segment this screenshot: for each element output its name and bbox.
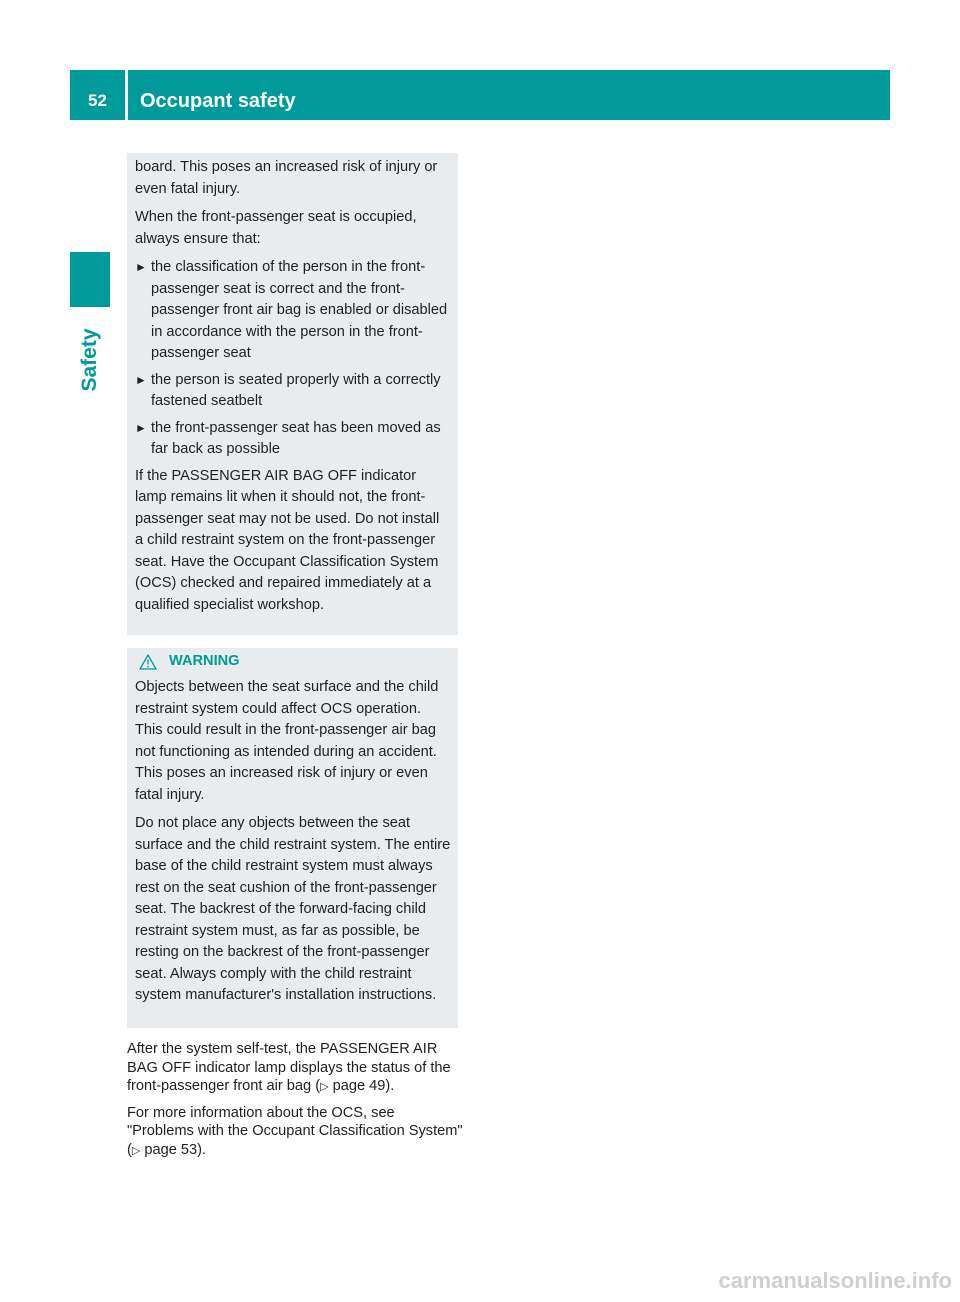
warning-paragraph: Do not place any objects between the seat surface and the child restraint system. The entire base of the child restraint system must always rest on the seat cushion of the front-passenger seat. The backrest of the forward-facing child restraint system must, as far as possible, be resting on the backrest of the front-passenger seat. Always comply with the child restraint system manufacturer's installation instructions. — [135, 815, 451, 1003]
section-title: Occupant safety — [140, 90, 296, 112]
body-text-segment: For more information about the OCS, see "Problems with the Occupant Classification System" ( — [127, 1104, 463, 1158]
list-item — [135, 257, 451, 365]
side-tab-marker — [70, 252, 110, 307]
list-item-text: the person is seated properly with a correctly fastened seatbelt — [151, 371, 441, 409]
warning-box — [127, 648, 458, 1028]
body-paragraph — [127, 1040, 463, 1097]
requirements-list — [135, 257, 451, 461]
warning-paragraph: Objects between the seat surface and the child restraint system could affect OCS operation. This could result in the front-passenger air bag not functioning as intended during an accident. This poses an increased risk of injury or even fatal injury. — [135, 679, 439, 803]
side-tab-label — [70, 320, 110, 400]
bullet-icon: ► — [135, 420, 147, 435]
list-item — [135, 418, 451, 461]
body-text-segment: After the system self-test, the PASSENGER AIR BAG OFF indicator lamp displays the status of the front-passenger front air bag ( — [127, 1041, 451, 1094]
warning-header — [135, 650, 451, 674]
warning-triangle-icon — [139, 654, 157, 670]
body-text-segment: ). — [385, 1078, 395, 1094]
triangle-right-icon: ▷ — [320, 1081, 329, 1093]
list-item — [135, 370, 451, 413]
watermark: carmanualsonline.info — [718, 1268, 952, 1293]
bullet-icon: ► — [135, 260, 147, 274]
page-reference-link[interactable]: page 49 — [332, 1078, 386, 1094]
body-text — [127, 1040, 463, 1167]
page-reference-link[interactable]: page 53 — [144, 1141, 198, 1158]
body-paragraph — [127, 1104, 463, 1161]
body-text-segment: ). — [197, 1141, 207, 1158]
triangle-right-icon: ▷ — [131, 1144, 141, 1157]
box-paragraph: When the front-passenger seat is occupied, always ensure that: — [135, 209, 417, 247]
warning-label: WARNING — [169, 653, 240, 670]
side-tab-label-text: Safety — [78, 328, 101, 392]
header-divider — [125, 70, 128, 120]
box-paragraph: If the PASSENGER AIR BAG OFF indicator lamp remains lit when it should not, the front-passenger seat may not be used. Do not install a child restraint system on the front-passenger seat. Have the Occupant Classification System (OCS) checked and repaired immediately at a qualified specialist workshop. — [135, 467, 440, 613]
box-paragraph: board. This poses an increased risk of injury or even fatal injury. — [135, 159, 438, 197]
page-number: 52 — [88, 91, 107, 110]
bullet-icon: ► — [135, 372, 147, 387]
safety-info-box — [127, 153, 458, 635]
list-item-text: the front-passenger seat has been moved as far back as possible — [151, 419, 441, 457]
list-item-text: the classification of the person in the front-passenger seat is correct and the front-passenger front air bag is enabled or disabled in accordance with the person in the front-passenger seat — [151, 259, 448, 361]
